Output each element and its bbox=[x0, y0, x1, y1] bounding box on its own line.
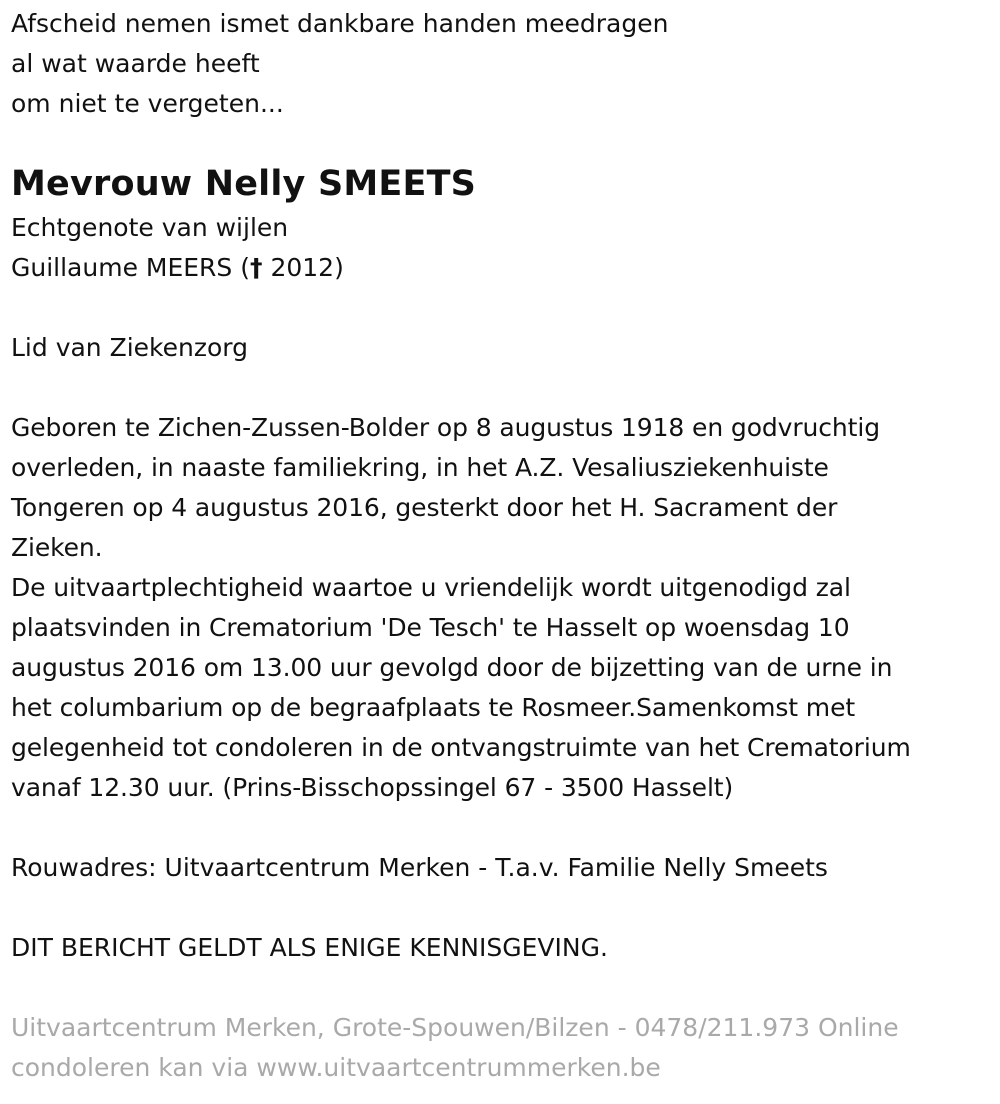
poem-line-3: om niet te vergeten... bbox=[11, 89, 284, 118]
spouse-name: Guillaume MEERS ( bbox=[11, 253, 251, 282]
poem-line-2: al wat waarde heeft bbox=[11, 49, 260, 78]
spacer bbox=[11, 808, 996, 848]
details-line: vanaf 12.30 uur. (Prins-Bisschopssingel 67 - 3500 Hasselt) bbox=[11, 773, 734, 802]
notice: DIT BERICHT GELDT ALS ENIGE KENNISGEVING. bbox=[11, 933, 608, 962]
funeral-details bbox=[11, 408, 996, 808]
spouse-year: 2012) bbox=[262, 253, 344, 282]
details-line: augustus 2016 om 13.00 uur gevolgd door de bijzetting van de urne in bbox=[11, 653, 893, 682]
spacer bbox=[11, 968, 996, 1008]
poem bbox=[11, 4, 996, 124]
cross-icon: † bbox=[250, 253, 263, 282]
membership: Lid van Ziekenzorg bbox=[11, 333, 248, 362]
spacer bbox=[11, 888, 996, 928]
details-line: het columbarium op de begraafplaats te Rosmeer.Samenkomst met bbox=[11, 693, 856, 722]
death-notice bbox=[11, 4, 996, 1088]
details-line: plaatsvinden in Crematorium 'De Tesch' te Hasselt op woensdag 10 bbox=[11, 613, 850, 642]
spacer bbox=[11, 288, 996, 328]
details-line: Geboren te Zichen-Zussen-Bolder op 8 augustus 1918 en godvruchtig bbox=[11, 413, 880, 442]
footer bbox=[11, 1008, 996, 1088]
deceased-name: Mevrouw Nelly SMEETS bbox=[11, 164, 477, 204]
relation-line: Echtgenote van wijlen bbox=[11, 213, 289, 242]
footer-line-2: condoleren kan via www.uitvaartcentrummerken.be bbox=[11, 1053, 661, 1082]
footer-line-1: Uitvaartcentrum Merken, Grote-Spouwen/Bilzen - 0478/211.973 Online bbox=[11, 1013, 899, 1042]
spacer bbox=[11, 368, 996, 408]
spouse-line bbox=[11, 248, 996, 288]
details-line: Tongeren op 4 augustus 2016, gesterkt door het H. Sacrament der bbox=[11, 493, 838, 522]
details-line: Zieken. bbox=[11, 533, 103, 562]
details-line: overleden, in naaste familiekring, in het A.Z. Vesaliusziekenhuiste bbox=[11, 453, 829, 482]
poem-line-1: Afscheid nemen ismet dankbare handen meedragen bbox=[11, 9, 669, 38]
details-line: gelegenheid tot condoleren in de ontvangstruimte van het Crematorium bbox=[11, 733, 911, 762]
mourning-address: Rouwadres: Uitvaartcentrum Merken - T.a.v. Familie Nelly Smeets bbox=[11, 853, 828, 882]
details-line: De uitvaartplechtigheid waartoe u vriendelijk wordt uitgenodigd zal bbox=[11, 573, 851, 602]
